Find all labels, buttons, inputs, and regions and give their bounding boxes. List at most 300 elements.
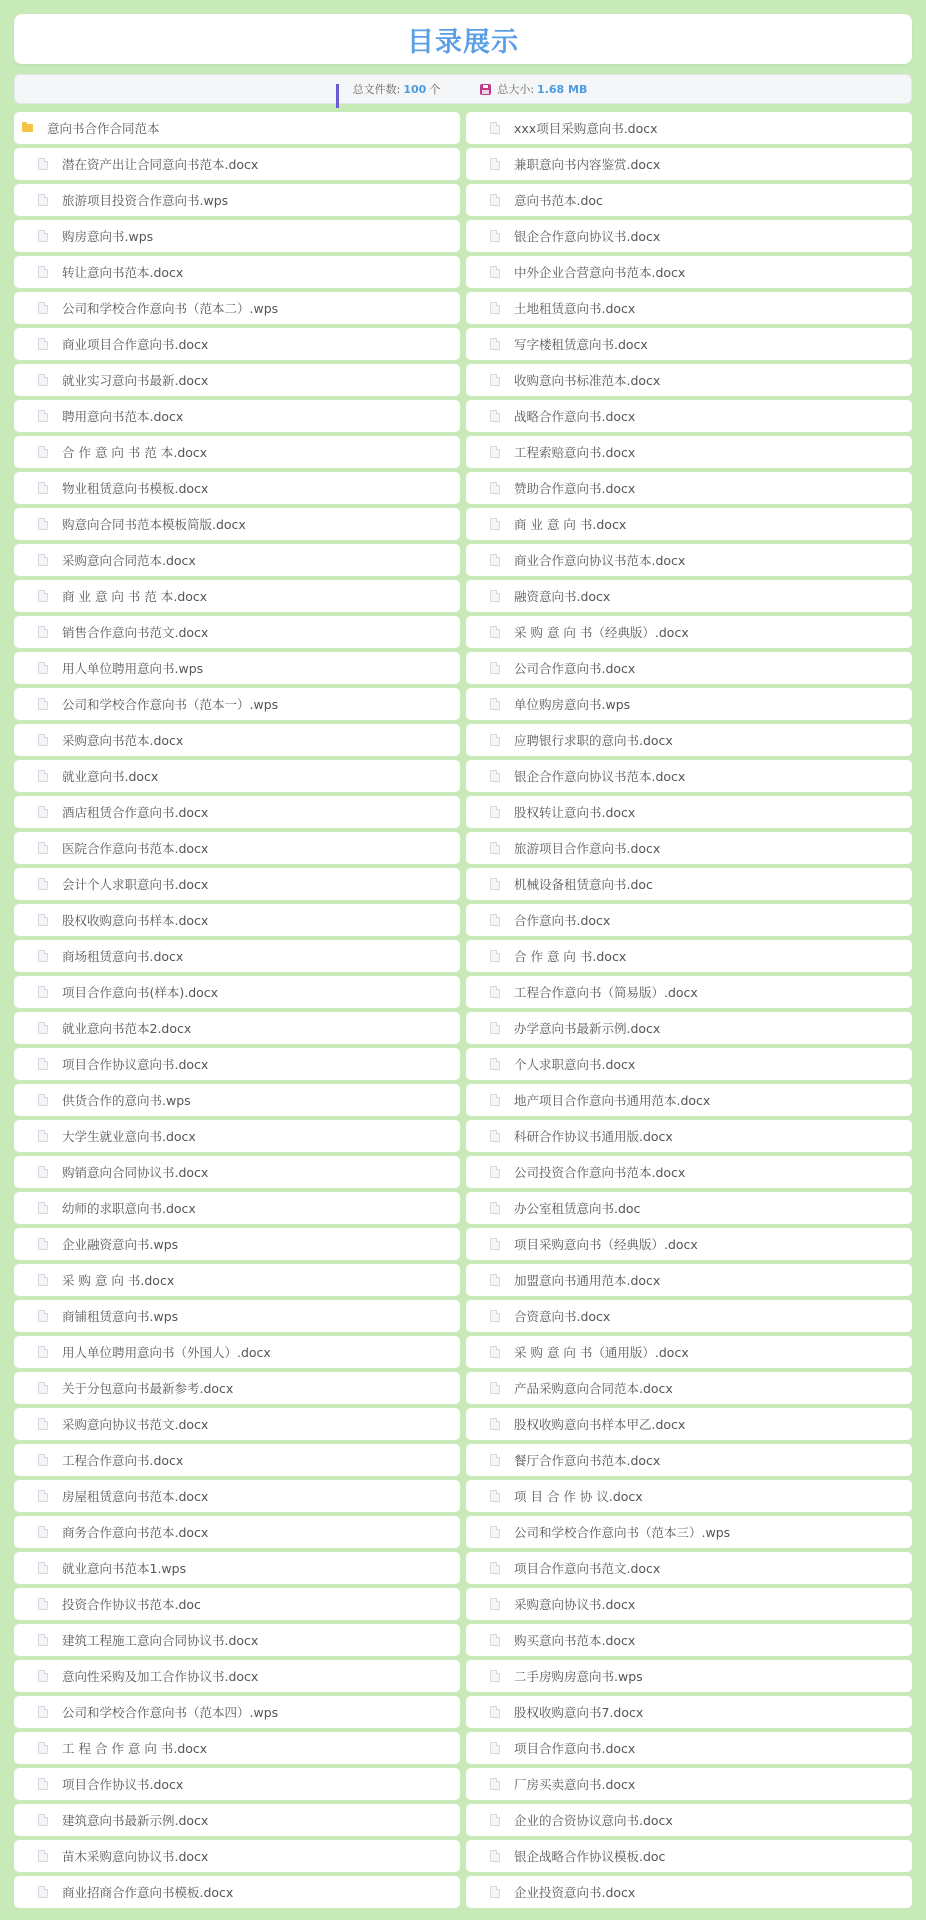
file-count-stat <box>336 81 441 97</box>
file-item[interactable] <box>14 292 460 324</box>
file-item[interactable] <box>466 1264 912 1296</box>
stats-bar <box>14 74 912 104</box>
file-item[interactable] <box>466 1588 912 1620</box>
file-icon <box>490 950 500 962</box>
file-icon <box>38 1562 48 1574</box>
file-icon <box>490 1382 500 1394</box>
file-count-label: 总文件数: <box>352 83 401 96</box>
file-item[interactable] <box>466 1732 912 1764</box>
file-icon <box>38 1310 48 1322</box>
file-name: 就业意向书范本2.docx <box>62 1021 192 1036</box>
file-icon <box>38 1346 48 1358</box>
file-name: 商业合作意向协议书范本.docx <box>514 553 686 568</box>
file-item[interactable] <box>466 436 912 468</box>
file-name: 旅游项目合作意向书.docx <box>514 841 661 856</box>
file-item[interactable] <box>14 1588 460 1620</box>
file-name: 幼师的求职意向书.docx <box>62 1201 196 1216</box>
file-name: 银企合作意向协议书.docx <box>514 229 661 244</box>
file-count-value: 100 <box>403 82 427 96</box>
file-item[interactable] <box>466 1552 912 1584</box>
file-name: 工 程 合 作 意 向 书.docx <box>62 1741 208 1756</box>
file-item[interactable] <box>14 1120 460 1152</box>
file-name: 办公室租赁意向书.doc <box>514 1201 641 1216</box>
file-name: 聘用意向书范本.docx <box>62 409 184 424</box>
file-icon <box>490 1022 500 1034</box>
file-item[interactable] <box>466 1408 912 1440</box>
file-icon <box>490 158 500 170</box>
file-name: 商务合作意向书范本.docx <box>62 1525 209 1540</box>
file-item[interactable] <box>466 688 912 720</box>
file-icon <box>38 1850 48 1862</box>
file-item[interactable] <box>14 1372 460 1404</box>
file-name: 大学生就业意向书.docx <box>62 1129 196 1144</box>
file-name: 采 购 意 向 书（经典版）.docx <box>514 625 689 640</box>
file-item[interactable] <box>14 508 460 540</box>
file-icon <box>38 1778 48 1790</box>
file-item[interactable] <box>466 652 912 684</box>
file-item[interactable] <box>466 724 912 756</box>
file-item[interactable] <box>14 1768 460 1800</box>
file-item[interactable] <box>14 1228 460 1260</box>
folder-item[interactable] <box>14 112 460 144</box>
file-icon <box>38 1706 48 1718</box>
title-banner <box>14 14 912 64</box>
file-item[interactable] <box>14 1840 460 1872</box>
file-item[interactable] <box>14 400 460 432</box>
file-name: 建筑意向书最新示例.docx <box>62 1813 209 1828</box>
file-item[interactable] <box>466 1876 912 1908</box>
file-item[interactable] <box>466 1048 912 1080</box>
file-name: 商铺租赁意向书.wps <box>62 1309 179 1324</box>
file-name: 股权收购意向书7.docx <box>514 1705 644 1720</box>
file-name: 采购意向协议书.docx <box>514 1597 636 1612</box>
file-name: 转让意向书范本.docx <box>62 265 184 280</box>
file-icon <box>38 1094 48 1106</box>
file-icon <box>490 626 500 638</box>
file-name: 兼职意向书内容鉴赏.docx <box>514 157 661 172</box>
file-icon <box>38 1202 48 1214</box>
file-name: 二手房购房意向书.wps <box>514 1669 643 1684</box>
file-item[interactable] <box>14 1264 460 1296</box>
file-icon <box>490 806 500 818</box>
file-item[interactable] <box>466 1516 912 1548</box>
file-item[interactable] <box>14 616 460 648</box>
file-icon <box>38 1382 48 1394</box>
file-icon <box>38 626 48 638</box>
file-icon <box>38 302 48 314</box>
file-name: 加盟意向书通用范本.docx <box>514 1273 661 1288</box>
file-icon <box>490 590 500 602</box>
file-item[interactable] <box>466 1840 912 1872</box>
file-icon <box>38 482 48 494</box>
file-item[interactable] <box>14 688 460 720</box>
file-icon <box>490 1058 500 1070</box>
file-icon <box>38 1022 48 1034</box>
file-item[interactable] <box>466 1336 912 1368</box>
file-name: 商 业 意 向 书.docx <box>514 517 627 532</box>
file-name: 赞助合作意向书.docx <box>514 481 636 496</box>
file-name: 商 业 意 向 书 范 本.docx <box>62 589 208 604</box>
total-size-label: 总大小: <box>497 83 535 96</box>
file-item[interactable] <box>466 184 912 216</box>
file-icon <box>38 698 48 710</box>
file-icon <box>490 1346 500 1358</box>
file-name: 购房意向书.wps <box>62 229 154 244</box>
file-icon <box>490 1706 500 1718</box>
file-icon <box>490 1274 500 1286</box>
file-name: 公司和学校合作意向书（范本二）.wps <box>62 301 279 316</box>
file-item[interactable] <box>466 868 912 900</box>
file-item[interactable] <box>14 1156 460 1188</box>
file-name: 投资合作协议书范本.doc <box>62 1597 201 1612</box>
file-item[interactable] <box>14 976 460 1008</box>
file-item[interactable] <box>466 1804 912 1836</box>
file-item[interactable] <box>14 1696 460 1728</box>
file-name: 合作意向书.docx <box>514 913 611 928</box>
file-item[interactable] <box>466 1084 912 1116</box>
file-item[interactable] <box>466 1012 912 1044</box>
file-name: 酒店租赁合作意向书.docx <box>62 805 209 820</box>
file-icon <box>490 518 500 530</box>
file-icon <box>490 1418 500 1430</box>
file-name: 购意向合同书范本模板简版.docx <box>62 517 246 532</box>
file-name: 地产项目合作意向书通用范本.docx <box>514 1093 711 1108</box>
file-item[interactable] <box>14 1012 460 1044</box>
file-icon <box>38 806 48 818</box>
file-item[interactable] <box>14 364 460 396</box>
file-icon <box>490 1850 500 1862</box>
file-name: 银企战略合作协议模板.doc <box>514 1849 666 1864</box>
file-item[interactable] <box>466 292 912 324</box>
file-name: 房屋租赁意向书范本.docx <box>62 1489 209 1504</box>
file-item[interactable] <box>14 148 460 180</box>
folder-icon <box>22 124 33 132</box>
file-icon <box>38 1238 48 1250</box>
file-icon <box>38 770 48 782</box>
file-icon <box>38 1814 48 1826</box>
file-item[interactable] <box>466 1372 912 1404</box>
file-name: 餐厅合作意向书范本.docx <box>514 1453 661 1468</box>
file-item[interactable] <box>14 1192 460 1224</box>
file-name: 意向性采购及加工合作协议书.docx <box>62 1669 259 1684</box>
file-item[interactable] <box>466 256 912 288</box>
file-item[interactable] <box>466 760 912 792</box>
file-name: 就业实习意向书最新.docx <box>62 373 209 388</box>
file-icon <box>38 158 48 170</box>
file-name: 产品采购意向合同范本.docx <box>514 1381 673 1396</box>
file-name: 收购意向书标准范本.docx <box>514 373 661 388</box>
file-icon <box>490 338 500 350</box>
file-item[interactable] <box>14 472 460 504</box>
file-item[interactable] <box>14 868 460 900</box>
file-item[interactable] <box>466 832 912 864</box>
file-icon <box>38 194 48 206</box>
file-icon <box>38 230 48 242</box>
file-icon <box>490 1454 500 1466</box>
file-item[interactable] <box>14 220 460 252</box>
file-icon <box>490 266 500 278</box>
file-name: 股权收购意向书样本.docx <box>62 913 209 928</box>
file-icon <box>38 878 48 890</box>
file-name: 用人单位聘用意向书（外国人）.docx <box>62 1345 271 1360</box>
file-count-unit: 个 <box>429 83 441 96</box>
file-item[interactable] <box>466 544 912 576</box>
file-item[interactable] <box>14 1516 460 1548</box>
file-icon <box>490 1202 500 1214</box>
file-icon <box>38 266 48 278</box>
file-item[interactable] <box>466 1624 912 1656</box>
file-icon <box>38 734 48 746</box>
file-name: 意向书范本.doc <box>514 193 603 208</box>
file-name: 合资意向书.docx <box>514 1309 611 1324</box>
file-icon <box>38 1886 48 1898</box>
file-name: 合 作 意 向 书 范 本.docx <box>62 445 208 460</box>
file-icon <box>38 1526 48 1538</box>
file-item[interactable] <box>466 976 912 1008</box>
folder-name: 意向书合作合同范本 <box>47 121 160 136</box>
file-icon <box>490 1238 500 1250</box>
bar-chart-icon <box>336 84 347 95</box>
file-icon <box>490 1634 500 1646</box>
file-icon <box>490 914 500 926</box>
file-name: 工程合作意向书.docx <box>62 1453 184 1468</box>
file-name: 办学意向书最新示例.docx <box>514 1021 661 1036</box>
file-icon <box>490 1886 500 1898</box>
file-name: 银企合作意向协议书范本.docx <box>514 769 686 784</box>
file-icon <box>490 770 500 782</box>
file-name: 企业投资意向书.docx <box>514 1885 636 1900</box>
file-name: 建筑工程施工意向合同协议书.docx <box>62 1633 259 1648</box>
file-icon <box>38 842 48 854</box>
file-item[interactable] <box>14 1660 460 1692</box>
file-item[interactable] <box>466 1480 912 1512</box>
file-name: 苗木采购意向协议书.docx <box>62 1849 209 1864</box>
file-icon <box>490 194 500 206</box>
file-icon <box>38 1742 48 1754</box>
file-icon <box>490 374 500 386</box>
file-item[interactable] <box>14 1732 460 1764</box>
file-name: 公司合作意向书.docx <box>514 661 636 676</box>
file-icon <box>490 122 500 134</box>
file-icon <box>38 1598 48 1610</box>
file-icon <box>490 230 500 242</box>
file-name: 写字楼租赁意向书.docx <box>514 337 648 352</box>
file-item[interactable] <box>14 580 460 612</box>
file-item[interactable] <box>14 1444 460 1476</box>
file-icon <box>38 410 48 422</box>
file-icon <box>490 1526 500 1538</box>
file-item[interactable] <box>466 112 912 144</box>
file-name: 物业租赁意向书模板.docx <box>62 481 209 496</box>
file-item[interactable] <box>14 1876 460 1908</box>
file-icon <box>38 662 48 674</box>
file-icon <box>490 1562 500 1574</box>
file-item[interactable] <box>466 220 912 252</box>
file-icon <box>490 482 500 494</box>
file-item[interactable] <box>14 1408 460 1440</box>
file-name: 旅游项目投资合作意向书.wps <box>62 193 229 208</box>
file-item[interactable] <box>14 328 460 360</box>
file-item[interactable] <box>466 1120 912 1152</box>
file-name: 关于分包意向书最新参考.docx <box>62 1381 234 1396</box>
file-name: 工程索赔意向书.docx <box>514 445 636 460</box>
file-icon <box>38 950 48 962</box>
file-name: 厂房买卖意向书.docx <box>514 1777 636 1792</box>
file-name: 股权收购意向书样本甲乙.docx <box>514 1417 686 1432</box>
file-name: 合 作 意 向 书.docx <box>514 949 627 964</box>
file-item[interactable] <box>14 1300 460 1332</box>
file-item[interactable] <box>14 760 460 792</box>
file-icon <box>490 1490 500 1502</box>
file-name: 医院合作意向书范本.docx <box>62 841 209 856</box>
file-icon <box>490 662 500 674</box>
file-icon <box>38 1490 48 1502</box>
file-icon <box>38 1418 48 1430</box>
file-icon <box>38 914 48 926</box>
file-item[interactable] <box>14 940 460 972</box>
file-item[interactable] <box>466 616 912 648</box>
file-item[interactable] <box>14 1336 460 1368</box>
file-item[interactable] <box>14 832 460 864</box>
file-icon <box>490 410 500 422</box>
file-icon <box>490 698 500 710</box>
file-item[interactable] <box>466 796 912 828</box>
file-icon <box>38 986 48 998</box>
file-name: 工程合作意向书（简易版）.docx <box>514 985 698 1000</box>
file-name: 公司和学校合作意向书（范本一）.wps <box>62 697 279 712</box>
file-icon <box>490 302 500 314</box>
file-item[interactable] <box>466 1696 912 1728</box>
file-name: 项目合作意向书(样本).docx <box>62 985 219 1000</box>
file-name: 项目合作协议书.docx <box>62 1777 184 1792</box>
file-item[interactable] <box>466 508 912 540</box>
file-name: 战略合作意向书.docx <box>514 409 636 424</box>
file-icon <box>490 842 500 854</box>
file-item[interactable] <box>466 580 912 612</box>
file-name: 企业融资意向书.wps <box>62 1237 179 1252</box>
file-item[interactable] <box>14 436 460 468</box>
file-name: 销售合作意向书范文.docx <box>62 625 209 640</box>
file-name: xxx项目采购意向书.docx <box>514 121 658 136</box>
file-name: 公司和学校合作意向书（范本四）.wps <box>62 1705 279 1720</box>
file-item[interactable] <box>466 1300 912 1332</box>
file-name: 股权转让意向书.docx <box>514 805 636 820</box>
file-item[interactable] <box>466 1660 912 1692</box>
file-item[interactable] <box>14 724 460 756</box>
file-icon <box>490 878 500 890</box>
file-icon <box>490 554 500 566</box>
file-item[interactable] <box>466 1228 912 1260</box>
file-name: 商业招商合作意向书模板.docx <box>62 1885 234 1900</box>
file-name: 机械设备租赁意向书.doc <box>514 877 653 892</box>
file-name: 采 购 意 向 书.docx <box>62 1273 175 1288</box>
file-name: 项目采购意向书（经典版）.docx <box>514 1237 698 1252</box>
file-icon <box>38 374 48 386</box>
file-icon <box>38 554 48 566</box>
file-item[interactable] <box>14 1480 460 1512</box>
file-item[interactable] <box>466 1192 912 1224</box>
file-name: 项目合作意向书.docx <box>514 1741 636 1756</box>
file-item[interactable] <box>14 256 460 288</box>
file-item[interactable] <box>14 1552 460 1584</box>
file-item[interactable] <box>14 904 460 936</box>
total-size-stat <box>480 81 590 97</box>
file-item[interactable] <box>466 328 912 360</box>
file-item[interactable] <box>466 364 912 396</box>
file-name: 潜在资产出让合同意向书范本.docx <box>62 157 259 172</box>
file-item[interactable] <box>14 652 460 684</box>
file-item[interactable] <box>14 796 460 828</box>
file-icon <box>490 1094 500 1106</box>
file-name: 商场租赁意向书.docx <box>62 949 184 964</box>
file-icon <box>38 338 48 350</box>
file-item[interactable] <box>466 400 912 432</box>
file-name: 融资意向书.docx <box>514 589 611 604</box>
file-name: 供货合作的意向书.wps <box>62 1093 191 1108</box>
file-icon <box>38 1130 48 1142</box>
file-icon <box>490 1670 500 1682</box>
file-icon <box>490 1310 500 1322</box>
file-icon <box>38 1166 48 1178</box>
file-item[interactable] <box>466 940 912 972</box>
file-name: 用人单位聘用意向书.wps <box>62 661 204 676</box>
file-icon <box>38 1058 48 1070</box>
file-name: 购买意向书范本.docx <box>514 1633 636 1648</box>
file-name: 项目合作意向书范文.docx <box>514 1561 661 1576</box>
file-icon <box>490 1778 500 1790</box>
file-name: 采购意向书范本.docx <box>62 733 184 748</box>
file-icon <box>38 1274 48 1286</box>
file-name: 采购意向合同范本.docx <box>62 553 196 568</box>
file-item[interactable] <box>466 148 912 180</box>
file-item[interactable] <box>14 184 460 216</box>
file-item[interactable] <box>466 1768 912 1800</box>
total-size-value: 1.68 MB <box>537 82 588 96</box>
page-title: 目录展示 <box>407 26 519 58</box>
file-name: 土地租赁意向书.docx <box>514 301 636 316</box>
file-name: 会计个人求职意向书.docx <box>62 877 209 892</box>
file-name: 就业意向书.docx <box>62 769 159 784</box>
file-icon <box>490 1130 500 1142</box>
file-icon <box>38 1454 48 1466</box>
file-name: 应聘银行求职的意向书.docx <box>514 733 673 748</box>
file-item[interactable] <box>466 1156 912 1188</box>
file-icon <box>490 446 500 458</box>
file-name: 采 购 意 向 书（通用版）.docx <box>514 1345 689 1360</box>
file-name: 就业意向书范本1.wps <box>62 1561 187 1576</box>
file-item[interactable] <box>466 472 912 504</box>
file-name: 科研合作协议书通用版.docx <box>514 1129 673 1144</box>
file-item[interactable] <box>14 1084 460 1116</box>
file-item[interactable] <box>14 544 460 576</box>
file-icon <box>490 1598 500 1610</box>
file-icon <box>490 986 500 998</box>
file-item[interactable] <box>14 1624 460 1656</box>
floppy-disk-icon <box>480 84 491 95</box>
file-item[interactable] <box>14 1048 460 1080</box>
file-icon <box>490 1166 500 1178</box>
file-name: 项目合作协议意向书.docx <box>62 1057 209 1072</box>
file-name: 单位购房意向书.wps <box>514 697 631 712</box>
file-item[interactable] <box>466 904 912 936</box>
file-icon <box>38 1670 48 1682</box>
file-item[interactable] <box>14 1804 460 1836</box>
file-icon <box>38 1634 48 1646</box>
page-container <box>14 14 912 1908</box>
file-item[interactable] <box>466 1444 912 1476</box>
file-name: 项 目 合 作 协 议.docx <box>514 1489 643 1504</box>
file-icon <box>490 1742 500 1754</box>
